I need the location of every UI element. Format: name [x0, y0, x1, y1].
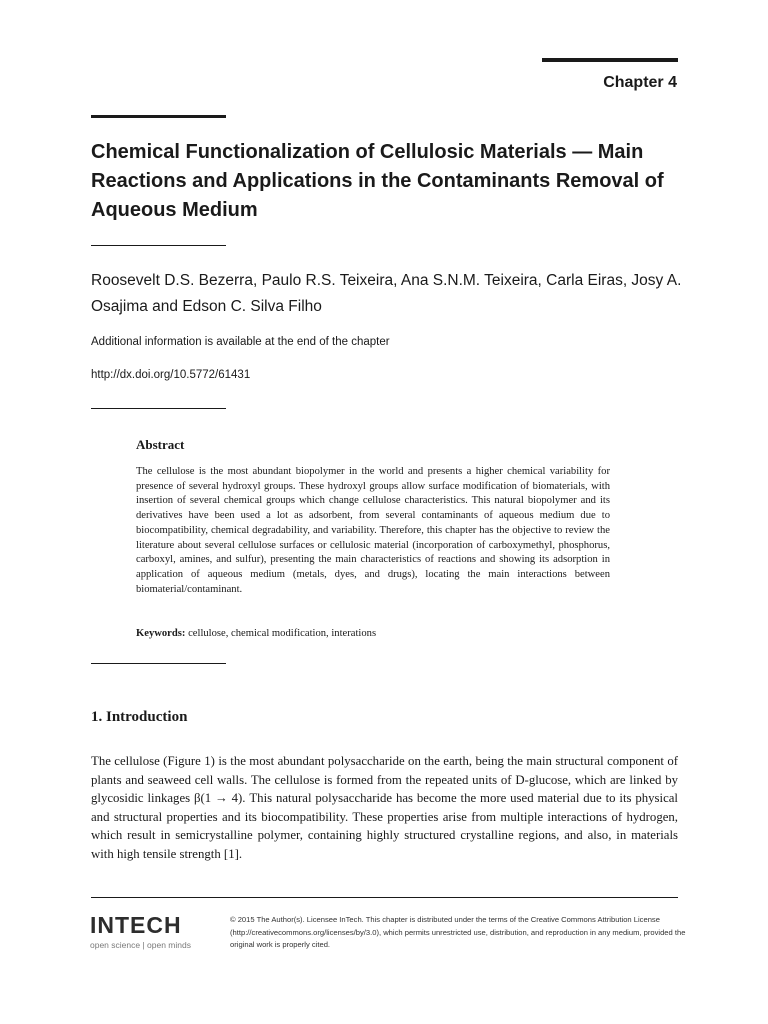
- additional-info: Additional information is available at the end of the chapter: [91, 336, 390, 348]
- introduction-paragraph: The cellulose (Figure 1) is the most abundant polysaccharide on the earth, being the main structural component of plants and seaweed cell walls. The cellulose is formed from the repeated units of D-glucose, which are linked by glycosidic linkages β(1 → 4). This natural polysaccharide has become the more used material due to its physical and structural properties and its biocompatibility. These properties arise from multiple interactions of hydrogen, which result in semicrystalline polymer, containing highly structured crystalline regions, and also, in materials with high tensile strength [1].: [91, 754, 678, 861]
- chapter-label: Chapter 4: [603, 74, 677, 91]
- publisher-logo: [90, 912, 191, 950]
- logo-wordmark: INTECH: [90, 912, 182, 938]
- keywords-line: [136, 628, 376, 639]
- logo-tagline: open science | open minds: [90, 940, 191, 950]
- chapter-rule: [542, 58, 678, 62]
- license-notice: © 2015 The Author(s). Licensee InTech. This chapter is distributed under the terms of the Creative Commons Attribution License (http://creativecommons.org/licenses/by/3.0), which permits unrestricted use, distribution, and reproduction in any medium, provided the original work is properly cited.: [230, 915, 686, 949]
- doi-link[interactable]: http://dx.doi.org/10.5772/61431: [91, 369, 251, 381]
- author-list: Roosevelt D.S. Bezerra, Paulo R.S. Teixeira, Ana S.N.M. Teixeira, Carla Eiras, Josy A. Osajima and Edson C. Silva Filho: [91, 272, 682, 315]
- section-heading-introduction: 1. Introduction: [91, 709, 188, 725]
- keywords-text: cellulose, chemical modification, interations: [188, 628, 377, 639]
- doi-rule: [91, 408, 226, 409]
- title-top-rule: [91, 115, 226, 118]
- title-bottom-rule: [91, 245, 226, 246]
- abstract-body: The cellulose is the most abundant biopolymer in the world and presents a higher chemical variability for presence of several hydroxyl groups. These hydroxyl groups allow surface modification of biomaterials, with insertion of several chemical groups which change cellulose characteristics. This natural biopolymer and its derivatives have been used a lot as adsorbent, from several contaminants of aqueous medium due to biocompatibility, chemical degradability, and variability. Therefore, this chapter has the objective to review the literature about several cellulose surfaces or cellulosic material (incorporation of carboxymethyl, phosphorus, carboxyl, amines, and sulfur), presenting the main characteristics of reactions and showing its adsorption in application of aqueous medium (metals, dyes, and drugs), locating the main interactions between biomaterial/contaminant.: [136, 466, 610, 595]
- footer-rule: [91, 897, 678, 898]
- abstract-heading: Abstract: [136, 437, 185, 452]
- keywords-label: Keywords:: [136, 628, 186, 639]
- keywords-rule: [91, 663, 226, 664]
- article-title: Chemical Functionalization of Cellulosic Materials — Main Reactions and Applications in the Contaminants Removal of Aqueous Medium: [91, 141, 664, 221]
